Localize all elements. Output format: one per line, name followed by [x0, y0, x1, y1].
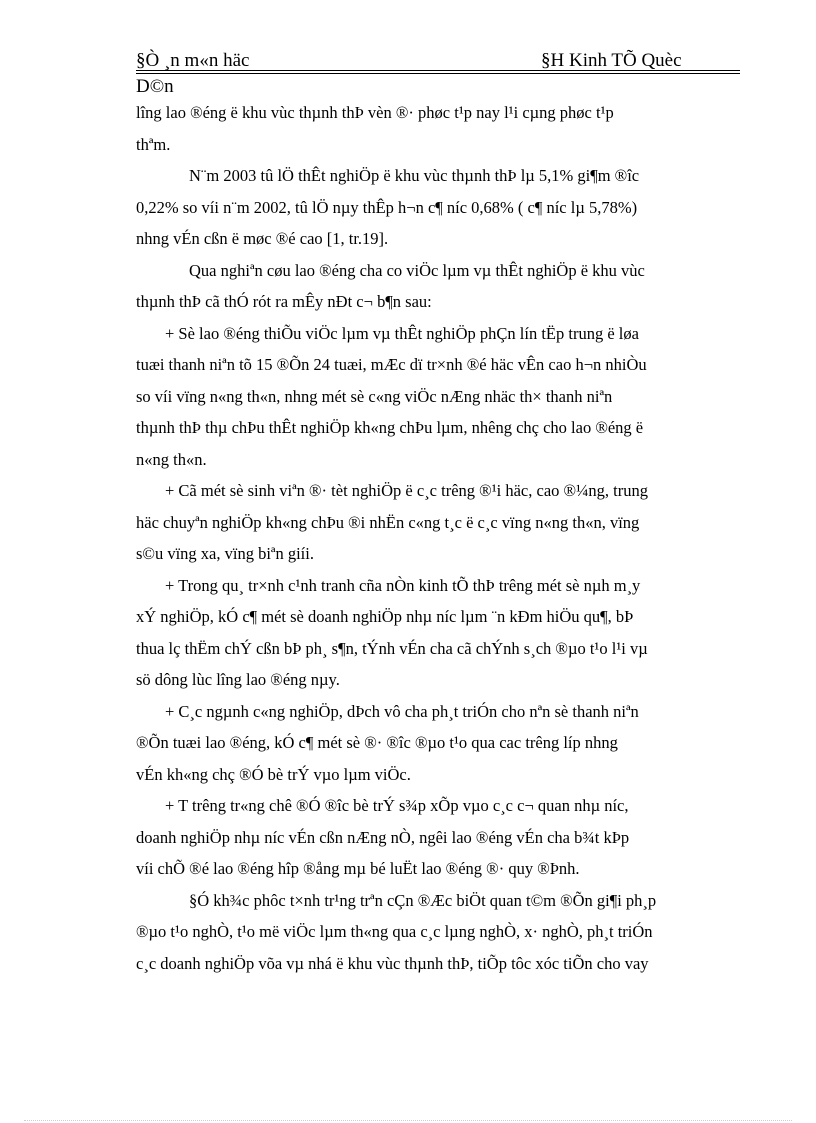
text-line: ®µo t¹o nghÒ, t¹o më viÖc lµm th«ng qua c¸c lµng nghÒ, x· nghÒ, ph¸t triÓn	[136, 922, 653, 941]
text-line: Qua nghiªn cøu lao ®éng cha co viÖc lµm vµ thÊt nghiÖp ë khu vùc	[189, 260, 645, 280]
text-line: + Trong qu¸ tr×nh c¹nh tranh cña nÒn kinh tÕ thÞ trêng mét sè nµh m¸y	[165, 575, 641, 595]
footer-divider	[24, 1120, 792, 1121]
header-continuation-text: D©n	[136, 76, 174, 97]
text-line: so víi vïng n«ng th«n, nhng mét sè c«ng viÖc nÆng nhäc th× thanh niªn	[136, 386, 613, 406]
text-line: + C¸c ngµnh c«ng nghiÖp, dÞch vô cha ph¸t triÓn cho nªn sè thanh niªn	[165, 701, 639, 721]
header-rule-bottom	[136, 73, 740, 74]
text-line: n«ng th«n.	[136, 449, 207, 469]
header-right-text: §H Kinh TÕ Quèc	[541, 50, 682, 71]
text-line: xÝ nghiÖp, kÓ c¶ mét sè doanh nghiÖp nhµ níc lµm ¨n kÐm hiÖu qu¶, bÞ	[136, 607, 634, 626]
text-line: thµnh thÞ thµ chÞu thÊt nghiÖp kh«ng chÞu lµm, nhêng chç cho lao ®éng ë	[136, 418, 644, 437]
body-text	[136, 97, 740, 979]
text-line: c¸c doanh nghiÖp võa vµ nhá ë khu vùc thµnh thÞ, tiÕp tôc xóc tiÕn cho vay	[136, 953, 649, 973]
text-line: tuæi thanh niªn tõ 15 ®Õn 24 tuæi, mÆc dï tr×nh ®é häc vÊn cao h¬n nhiÒu	[136, 355, 647, 374]
text-line: vÉn kh«ng chç ®Ó bè trÝ vµo lµm viÖc.	[136, 764, 411, 784]
text-line: s©u vïng xa, vïng biªn giíi.	[136, 544, 314, 563]
text-line: doanh nghiÖp nhµ níc vÉn cßn nÆng nÒ, ngêi lao ®éng vÉn cha b¾t kÞp	[136, 827, 630, 847]
text-line: + T trêng tr«ng chê ®Ó ®îc bè trÝ s¾p xÕp vµo c¸c c¬ quan nhµ níc,	[165, 796, 629, 815]
text-line: thua lç thËm chÝ cßn bÞ ph¸ s¶n, tÝnh vÉn cha cã chÝnh s¸ch ®µo t¹o l¹i vµ	[136, 638, 648, 658]
text-line: thµnh thÞ cã thÓ rót ra mÊy nÐt c¬ b¶n sau:	[136, 292, 432, 311]
text-line: sö dông lùc lîng lao ®éng nµy.	[136, 670, 340, 689]
text-line: §Ó kh¾c phôc t×nh tr¹ng trªn cÇn ®Æc biÖt quan t©m ®Õn gi¶i ph¸p	[189, 890, 657, 910]
text-line: häc chuyªn nghiÖp kh«ng chÞu ®i nhËn c«ng t¸c ë c¸c vïng n«ng th«n, vïng	[136, 512, 640, 532]
header-rule-top	[136, 70, 740, 71]
header-left-text: §Ò ¸n m«n häc	[136, 50, 250, 71]
text-line: + Sè lao ®éng thiÕu viÖc lµm vµ thÊt nghiÖp phÇn lín tËp trung ë løa	[165, 323, 639, 343]
text-line: 0,22% so víi n¨m 2002, tû lÖ nµy thÊp h¬n c¶ níc 0,68% ( c¶ níc lµ 5,78%)	[136, 197, 638, 217]
text-line: thªm.	[136, 134, 171, 154]
text-line: N¨m 2003 tû lÖ thÊt nghiÖp ë khu vùc thµnh thÞ lµ 5,1% gi¶m ®îc	[189, 166, 640, 185]
text-line: lîng lao ®éng ë khu vùc thµnh thÞ vèn ®· phøc t¹p nay l¹i cµng phøc t¹p	[136, 103, 614, 122]
text-line: víi chÕ ®é lao ®éng hîp ®ång mµ bé luËt lao ®éng ®· quy ®Þnh.	[136, 859, 580, 878]
text-line: ®Õn tuæi lao ®éng, kÓ c¶ mét sè ®· ®îc ®µo t¹o qua cac trêng líp nhng	[136, 733, 618, 752]
text-line: nhng vÉn cßn ë møc ®é cao [1, tr.19].	[136, 229, 389, 248]
page-header	[136, 50, 740, 72]
text-line: + Cã mét sè sinh viªn ®· tèt nghiÖp ë c¸c trêng ®¹i häc, cao ®¼ng, trung	[165, 481, 649, 500]
